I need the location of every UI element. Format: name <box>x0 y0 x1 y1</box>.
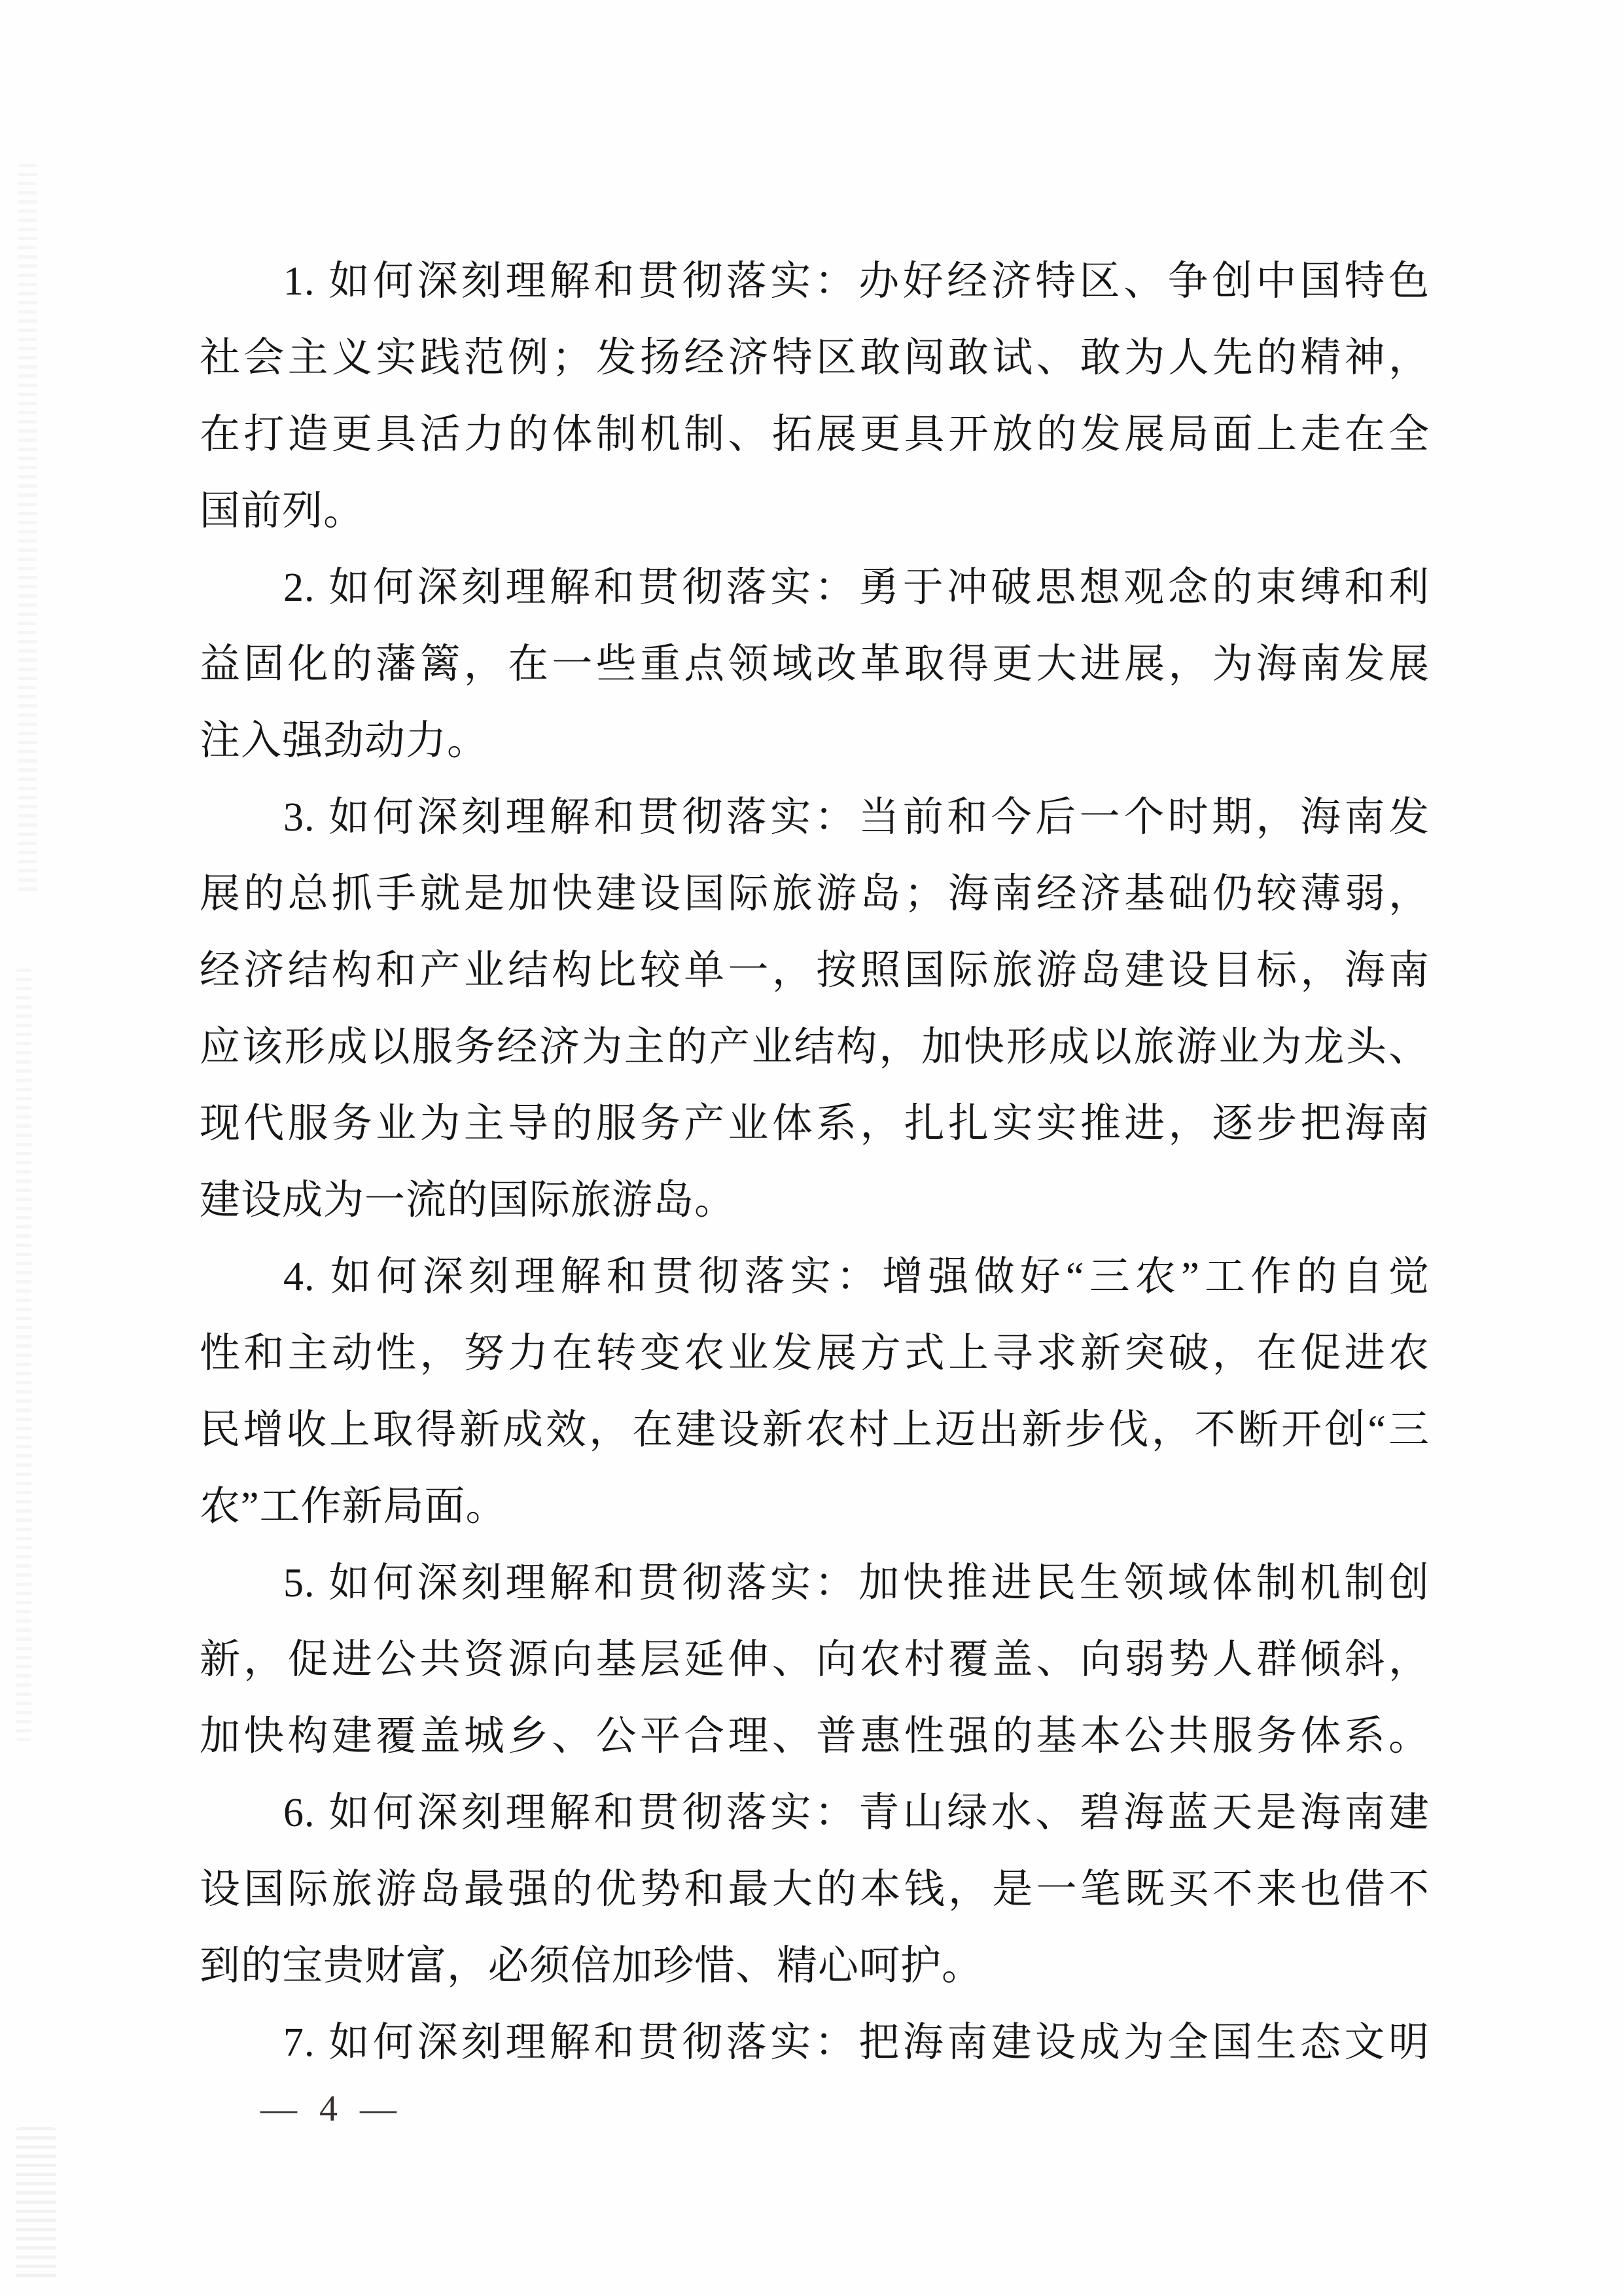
text-line: 展的总抓手就是加快建设国际旅游岛；海南经济基础仍较薄弱， <box>200 872 1430 916</box>
text-line: 注入强劲动力。 <box>200 719 489 763</box>
text-line: 5. 如何深刻理解和贯彻落实：加快推进民生领域体制机制创 <box>283 1561 1430 1605</box>
text-line: 农”工作新局面。 <box>200 1484 507 1529</box>
text-line: 7. 如何深刻理解和贯彻落实：把海南建设成为全国生态文明 <box>283 2020 1430 2065</box>
text-line: 到的宝贵财富，必须倍加珍惜、精心呵护。 <box>200 1944 983 1988</box>
text-line: 现代服务业为主导的服务产业体系，扎扎实实推进，逐步把海南 <box>200 1102 1430 1146</box>
text-line: 4. 如何深刻理解和贯彻落实：增强做好“三农”工作的自觉 <box>283 1255 1430 1299</box>
paragraph-5 <box>200 1545 1430 1775</box>
text-line: 2. 如何深刻理解和贯彻落实：勇于冲破思想观念的束缚和利 <box>283 565 1430 610</box>
text-line: 国前列。 <box>200 489 365 533</box>
page-number: — 4 — <box>260 2089 403 2129</box>
text-line: 社会主义实践范例；发扬经济特区敢闯敢试、敢为人先的精神， <box>200 336 1430 380</box>
text-line: 性和主动性，努力在转变农业发展方式上寻求新突破，在促进农 <box>200 1331 1430 1376</box>
text-line: 设国际旅游岛最强的优势和最大的本钱，是一笔既买不来也借不 <box>200 1867 1430 1912</box>
paragraph-1 <box>200 243 1430 550</box>
paragraph-7 <box>200 2005 1430 2081</box>
paragraph-4 <box>200 1239 1430 1545</box>
paragraph-2 <box>200 550 1430 780</box>
text-line: 益固化的藩篱，在一些重点领域改革取得更大进展，为海南发展 <box>200 642 1430 687</box>
text-line: 在打造更具活力的体制机制、拓展更具开放的发展局面上走在全 <box>200 412 1430 457</box>
document-body <box>200 243 1430 2081</box>
scan-artifact <box>16 969 31 1741</box>
text-line: 经济结构和产业结构比较单一，按照国际旅游岛建设目标，海南 <box>200 948 1430 993</box>
scan-artifact <box>18 164 37 897</box>
text-line: 1. 如何深刻理解和贯彻落实：办好经济特区、争创中国特色 <box>283 259 1430 304</box>
text-line: 加快构建覆盖城乡、公平合理、普惠性强的基本公共服务体系。 <box>200 1714 1430 1759</box>
text-line: 民增收上取得新成效，在建设新农村上迈出新步伐，不断开创“三 <box>200 1408 1430 1452</box>
scan-artifact <box>16 2127 56 2281</box>
text-line: 建设成为一流的国际旅游岛。 <box>200 1178 736 1223</box>
text-line: 3. 如何深刻理解和贯彻落实：当前和今后一个时期，海南发 <box>283 795 1430 840</box>
text-line: 新，促进公共资源向基层延伸、向农村覆盖、向弱势人群倾斜， <box>200 1638 1430 1682</box>
text-line: 6. 如何深刻理解和贯彻落实：青山绿水、碧海蓝天是海南建 <box>283 1791 1430 1835</box>
paragraph-3 <box>200 780 1430 1239</box>
paragraph-6 <box>200 1775 1430 2005</box>
text-line: 应该形成以服务经济为主的产业结构，加快形成以旅游业为龙头、 <box>200 1025 1430 1069</box>
